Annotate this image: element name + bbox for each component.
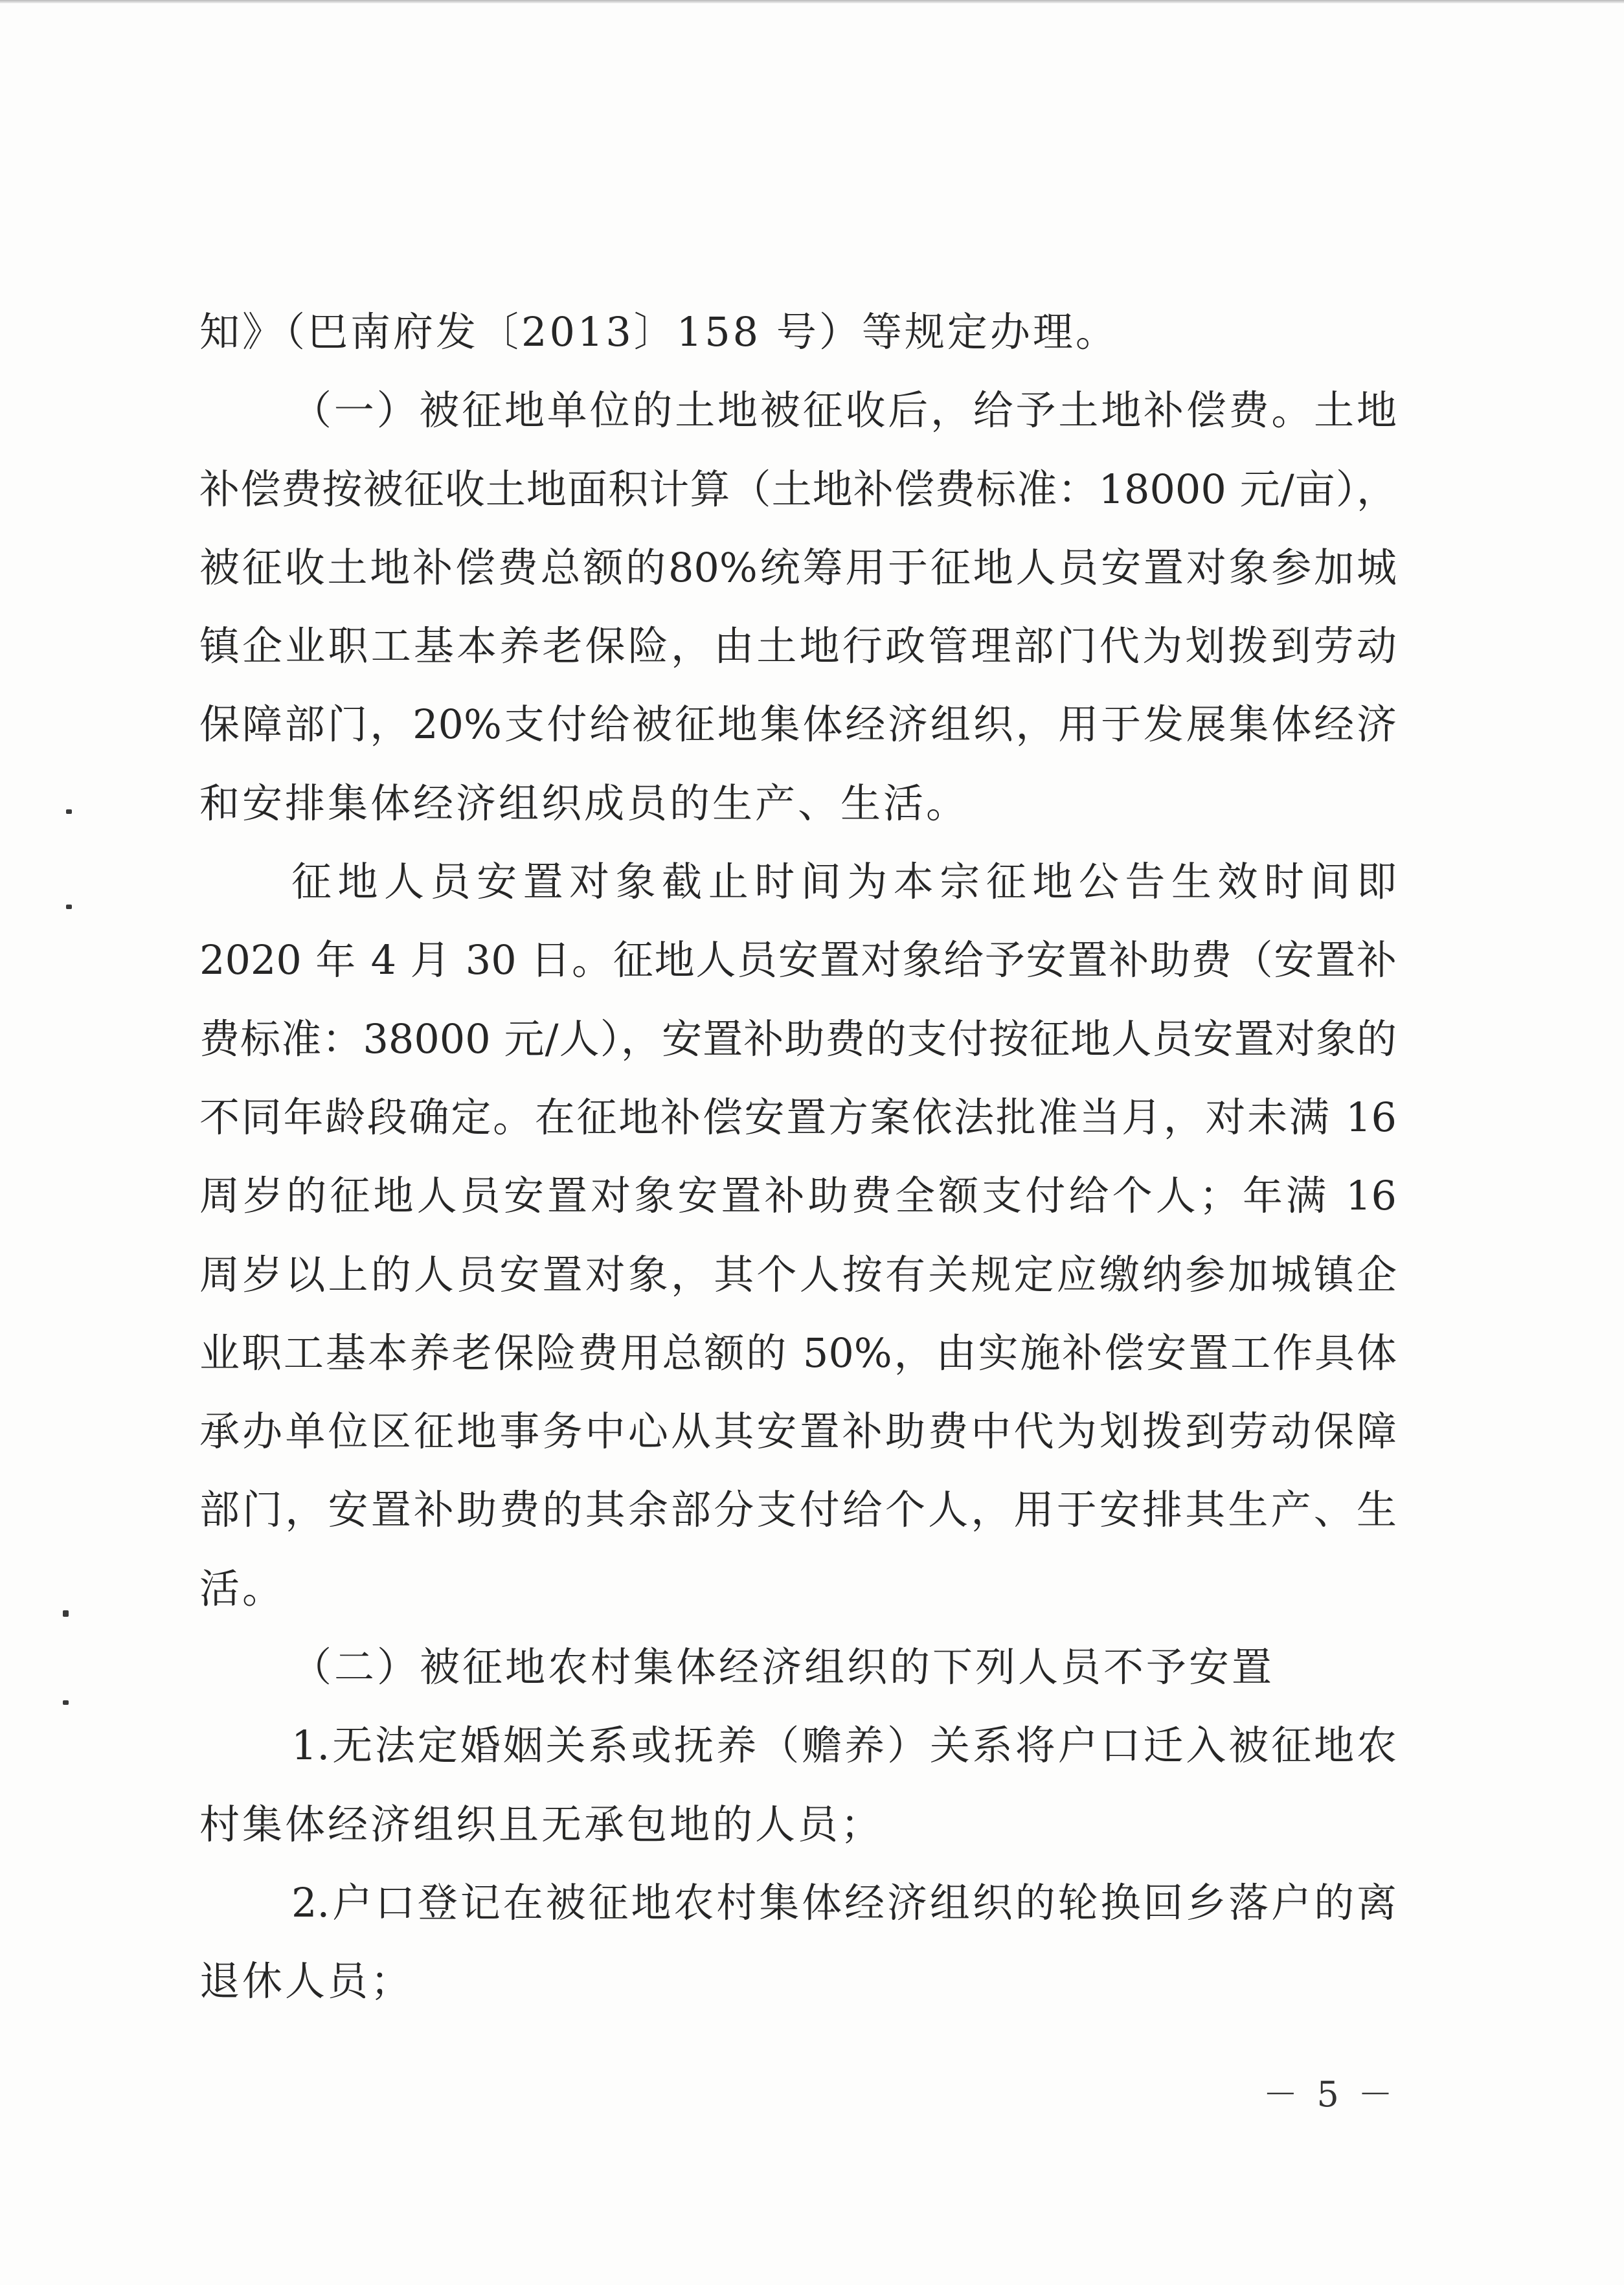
paragraph-section-one (199, 371, 1397, 842)
text-line: （一）被征地单位的土地被征收后，给予土地补偿费。土地 (291, 387, 1397, 434)
page-number: － 5 － (1263, 2074, 1397, 2115)
scan-mark (66, 809, 72, 814)
text-line: 不同年龄段确定。在征地补偿安置方案依法批准当月，对未满 16 (199, 1093, 1397, 1141)
text-line: 部门，安置补助费的其余部分支付给个人，用于安排其生产、生 (199, 1486, 1397, 1534)
text-line: 征地人员安置对象截止时间为本宗征地公告生效时间即 (291, 858, 1397, 906)
scan-mark (63, 1700, 69, 1705)
text-line: 承办单位区征地事务中心从其安置补助费中代为划拨到劳动保障 (199, 1408, 1397, 1456)
scan-mark (66, 905, 72, 909)
text-line: 村集体经济组织且无承包地的人员； (199, 1800, 884, 1848)
scan-mark (63, 1610, 69, 1617)
text-line: 2.户口登记在被征地农村集体经济组织的轮换回乡落户的离 (291, 1878, 1397, 1926)
text-line: 费标准：38000 元/人），安置补助费的支付按征地人员安置对象的 (199, 1015, 1397, 1063)
text-line: 1.无法定婚姻关系或抚养（赡养）关系将户口迁入被征地农 (291, 1722, 1397, 1770)
text-line: 2020 年 4 月 30 日。征地人员安置对象给予安置补助费（安置补 (199, 936, 1397, 984)
paragraph (199, 293, 1397, 371)
text-line: 镇企业职工基本养老保险，由土地行政管理部门代为划拨到劳动 (199, 622, 1397, 670)
text-line: 退休人员； (199, 1957, 414, 2005)
text-line: 知》（巴南府发〔2013〕158 号）等规定办理。 (199, 308, 1118, 355)
text-line: 活。 (199, 1564, 286, 1612)
scan-top-edge (0, 0, 1624, 3)
text-line: 补偿费按被征收土地面积计算（土地补偿费标准：18000 元/亩）， (199, 465, 1397, 513)
text-line: 保障部门，20%支付给被征地集体经济组织，用于发展集体经济 (199, 701, 1397, 749)
text-line: 周岁以上的人员安置对象，其个人按有关规定应缴纳参加城镇企 (199, 1250, 1397, 1298)
section-heading-two (199, 1628, 1397, 1706)
text-line: 周岁的征地人员安置对象安置补助费全额支付给个人；年满 16 (199, 1172, 1397, 1220)
text-line: 业职工基本养老保险费用总额的 50%，由实施补偿安置工作具体 (199, 1329, 1397, 1377)
text-line: （二）被征地农村集体经济组织的下列人员不予安置 (291, 1643, 1275, 1691)
text-line: 被征收土地补偿费总额的80%统筹用于征地人员安置对象参加城 (199, 543, 1397, 591)
list-item (199, 1863, 1397, 2021)
text-line: 和安排集体经济组织成员的生产、生活。 (199, 779, 969, 827)
body-text (199, 293, 1397, 2021)
paragraph (199, 842, 1397, 1628)
list-item (199, 1706, 1397, 1863)
